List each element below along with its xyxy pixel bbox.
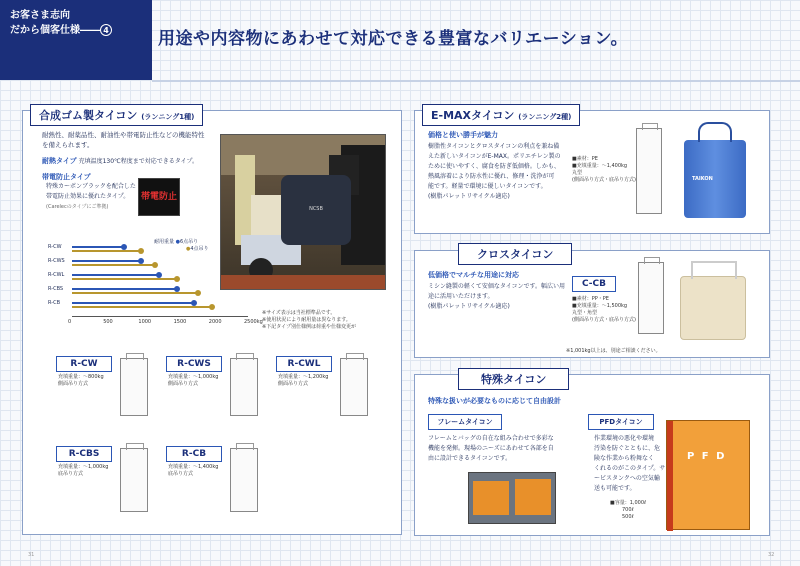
r-cbs-bag-drawing — [120, 448, 148, 512]
static-warning-sign: 帯電防止 — [138, 178, 180, 216]
chart-x-tick: 2500kg — [244, 319, 263, 325]
rubber-desc: 耐熱性、耐薬品性、耐油性や帯電防止性などの機能特性 を備えられます。 — [42, 131, 205, 149]
header-line-2: だから個客仕様―― 4 — [10, 23, 142, 38]
emax-title: E-MAXタイコン (ランニング2種) — [422, 104, 580, 126]
chart-bar-r-cwl-0 — [72, 274, 160, 276]
header-line-1: お客さま志向 — [10, 10, 70, 21]
section-header-box — [0, 0, 152, 80]
chart-bar-r-cws-0 — [72, 260, 142, 262]
model-r-cws: R-CWS — [166, 356, 222, 372]
static-type-text: 特殊カーボンブラックを配合した 帯電防止効果に優れたタイプ。 (Carelecのタイプにご準拠) — [46, 183, 136, 210]
cross-bag-handle — [691, 261, 737, 279]
page-number-right: 32 — [768, 552, 775, 558]
chart-category-label: R-CBS — [48, 286, 64, 292]
pfd-taikon-text: 作業環境の悪化や環境 汚染を防ぐとともに、危 険な作業から粉舞なく くれるのがこのタイプ。サ ービスタンクへの空気輸 送も可能です。 — [594, 435, 666, 492]
model-r-cw: R-CW — [56, 356, 112, 372]
cross-headline: 低価格でマルチな用途に対応 — [428, 271, 519, 279]
cross-title: クロスタイコン — [458, 243, 572, 265]
chart-bar-r-cb-1 — [72, 306, 213, 308]
special-title: 特殊タイコン — [458, 368, 569, 390]
frame-taikon-text: フレームとバッグの自在な組み合わせで多彩な 機能を発揮。現場のニーズにあわせて各部を自 由に設計できるタイコンです。 — [428, 435, 554, 462]
cross-spec: ■素材：PP・PE ■充填重量：〜1,500kg 丸型・角型 (側面吊り方式・底吊り方式) — [572, 296, 636, 323]
chart-bar-r-cbs-1 — [72, 292, 199, 294]
emax-text: 樹脂性タイコンとクロスタイコンの利点を兼ね備 えた新しいタイコンがE-MAX。ポリエチレン製の ために使いやすく、腐食を防ぎ低価格。しかも、 熱風溶着により防水性に優れ、修理・洗浄が可 能です。軽量で環境に優しいタイコンです。 (樹脂パレットリサイクル適応) — [428, 143, 561, 200]
cross-text: ミシン縫製の軽くて安価なタイコンです。幅広い用 途に活用いただけます。 (樹脂パレットリサイクル適応) — [428, 283, 566, 310]
chart-legend-2: ●4点吊り — [186, 246, 209, 252]
model-r-cws-spec: 充填重量：〜1,000kg 側面吊り方式 — [168, 374, 219, 387]
pfd-spec: ■容量：1,000ℓ 700ℓ 500ℓ — [610, 500, 647, 520]
pfd-bag-label: P F D — [687, 451, 727, 462]
header-divider — [152, 80, 800, 82]
page-number-left: 31 — [28, 552, 35, 558]
pfd-frame-post — [667, 421, 673, 531]
svg-text:NCSB: NCSB — [309, 206, 323, 212]
chart-legend: 耐用重量 ●6点吊り — [154, 239, 199, 245]
model-r-cwl-spec: 充填重量：〜1,200kg 側面吊り方式 — [278, 374, 329, 387]
emax-spec: ■素材：PE ■充填重量：〜1,400kg 丸型 (側面吊り方式・底吊り方式) — [572, 156, 636, 183]
frame-bag-1 — [473, 481, 509, 515]
model-r-cbs: R-CBS — [56, 446, 112, 462]
emax-headline: 価格と使い勝手が魅力 — [428, 131, 498, 139]
chart-bar-r-cbs-0 — [72, 288, 178, 290]
cross-note: ※1,001kg以上は、別途ご相談ください。 — [566, 348, 661, 354]
pfd-taikon-title: PFDタイコン — [588, 414, 654, 430]
r-cws-bag-drawing — [230, 358, 258, 416]
emax-bag-handle — [698, 122, 732, 142]
chart-x-tick: 0 — [68, 319, 72, 325]
emax-bag-drawing — [636, 128, 662, 214]
frame-taikon-title: フレームタイコン — [428, 414, 502, 430]
chart-category-label: R-CW — [48, 244, 62, 250]
model-r-cw-spec: 充填重量：〜800kg 側面吊り方式 — [58, 374, 104, 387]
chart-x-tick: 500 — [103, 319, 113, 325]
cross-bag-photo — [680, 276, 746, 340]
chart-category-label: R-CB — [48, 300, 60, 306]
frame-bag-2 — [515, 479, 551, 515]
model-r-cwl: R-CWL — [276, 356, 332, 372]
chart-x-axis — [72, 316, 248, 317]
chart-x-tick: 1000 — [138, 319, 152, 325]
chart-bar-r-cws-1 — [72, 264, 156, 266]
chart-bar-r-cw-0 — [72, 246, 125, 248]
r-cw-bag-drawing — [120, 358, 148, 416]
chart-bar-r-cwl-1 — [72, 278, 178, 280]
capacity-chart — [48, 240, 263, 325]
emax-bag-photo — [684, 140, 746, 218]
chart-bar-r-cb-0 — [72, 302, 195, 304]
model-r-cb: R-CB — [166, 446, 222, 462]
model-c-cb: C-CB — [572, 276, 616, 292]
r-cwl-bag-drawing — [340, 358, 368, 416]
rubber-taikon-title: 合成ゴム製タイコン (ランニング1種) — [30, 104, 203, 126]
pfd-taikon-photo — [666, 420, 750, 530]
chart-x-tick: 2000 — [208, 319, 222, 325]
chart-category-label: R-CWS — [48, 258, 65, 264]
section-number-badge: 4 — [100, 24, 112, 36]
emax-bag-label: TAIKON — [692, 176, 713, 182]
static-type-label: 帯電防止タイプ — [42, 173, 91, 181]
model-r-cb-spec: 充填重量：〜1,400kg 底吊り方式 — [168, 464, 219, 477]
heat-type: 耐熱タイプ 充填温度130℃程度まで対応できるタイプ。 — [42, 157, 198, 165]
page-headline: 用途や内容物にあわせて対応できる豊富なバリエーション。 — [158, 29, 629, 49]
cross-bag-drawing — [638, 262, 664, 334]
chart-notes: ※サイズ表示は当社標準品です。 ※使用状況により耐用量は異なります。 ※下記タイプ別仕様例は荷重や仕様変更が — [262, 310, 356, 330]
frame-taikon-photo — [468, 472, 556, 524]
r-cb-bag-drawing — [230, 448, 258, 512]
special-headline: 特殊な扱いが必要なものに応じて自由設計 — [428, 397, 561, 405]
chart-category-label: R-CWL — [48, 272, 65, 278]
chart-x-tick: 1500 — [173, 319, 187, 325]
model-r-cbs-spec: 充填重量：〜1,000kg 底吊り方式 — [58, 464, 109, 477]
chart-bar-r-cw-1 — [72, 250, 142, 252]
